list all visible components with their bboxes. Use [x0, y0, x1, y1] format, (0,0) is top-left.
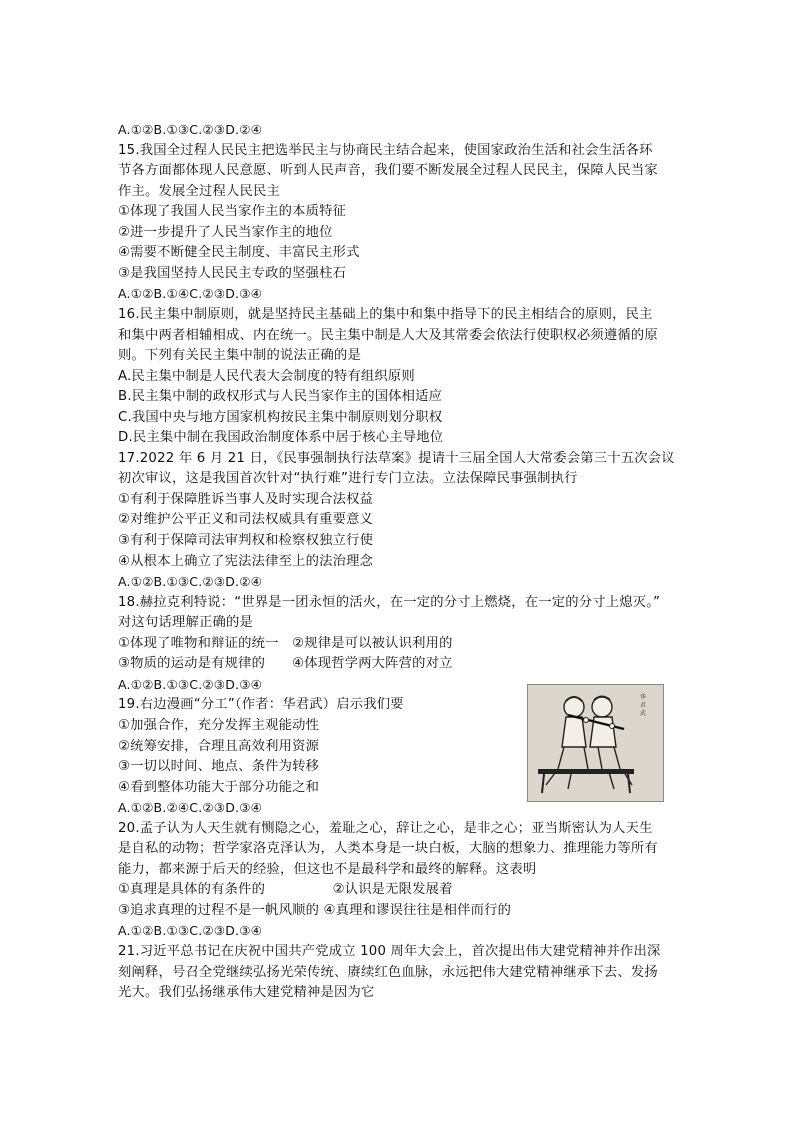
text-line: ①真理是具体的有条件的 ②认识是无限发展着 — [118, 882, 453, 898]
text-line: 作主。发展全过程人民民主 — [118, 183, 280, 199]
text-line: ③有利于保障司法审判权和检察权独立行使 — [118, 533, 374, 548]
text-line: ④看到整体功能大于部分功能之和 — [118, 779, 320, 795]
text-line: 16.民主集中制原则，就是坚持民主基础上的集中和集中指导下的民主相结合的原则，民主 — [118, 306, 653, 322]
text-line: ④从根本上确立了宪法法律至上的法治理念 — [118, 553, 374, 569]
text-line: 21.习近平总书记在庆祝中国共产党成立 100 周年大会上，首次提出伟大建党精神并作出深 — [118, 944, 661, 959]
text-line: D.民主集中制在我国政治制度体系中居于核心主导地位 — [118, 430, 444, 446]
svg-text:华: 华 — [640, 694, 647, 701]
text-line: 15.我国全过程人民民主把选举民主与协商民主结合起来，使国家政治生活和社会生活各环 — [118, 142, 653, 158]
text-line: A.①②B.②④C.②③D.③④ — [118, 800, 263, 816]
text-line: 19.右边漫画“分工”（作者：华君武）启示我们要 — [118, 697, 404, 713]
text-line: ①体现了唯物和辩证的统一 ②规律是可以被认识利用的 — [118, 635, 453, 651]
cartoon-fengong — [527, 684, 664, 802]
svg-text:君: 君 — [640, 702, 647, 709]
text-line: 能力，都来源于后天的经验，但这也不是最科学和最终的解释。这表明 — [118, 861, 537, 877]
text-line: 17.2022 年 6 月 21 日，《民事强制执行法草案》提请十三届全国人大常委会第三十五次会议 — [118, 450, 675, 466]
text-line: A.①②B.①③C.②③D.②④ — [118, 122, 263, 137]
text-line: A.①②B.①③C.②③D.②④ — [118, 574, 263, 590]
text-line: 和集中两者相辅相成、内在统一。民主集中制是人大及其常委会依法行使职权必须遵循的原 — [118, 327, 658, 343]
text-line: 则。下列有关民主集中制的说法正确的是 — [118, 348, 361, 364]
text-line: A.①②B.①④C.②③D.③④ — [118, 286, 263, 302]
text-line: ③物质的运动是有规律的 ④体现哲学两大阵营的对立 — [118, 656, 453, 672]
text-line: 节各方面都体现人民意愿、听到人民声音，我们要不断发展全过程人民民主，保障人民当家 — [118, 163, 658, 179]
text-line: ①加强合作，充分发挥主观能动性 — [118, 717, 320, 733]
text-line: ②统筹安排，合理且高效利用资源 — [118, 738, 320, 754]
cartoon-drawing-icon — [528, 685, 663, 801]
text-line: ④需要不断健全民主制度、丰富民主形式 — [118, 245, 360, 261]
text-line: ③是我国坚持人民民主专政的坚强柱石 — [118, 265, 347, 281]
svg-text:武: 武 — [640, 710, 647, 717]
text-line: ③一切以时间、地点、条件为转移 — [118, 759, 320, 775]
text-line: 是自私的动物；哲学家洛克泽认为，人类本身是一块白板，大脑的想象力、推理能力等所有 — [118, 841, 658, 857]
text-line: 20.孟子认为人天生就有恻隐之心，羞耻之心，辞让之心，是非之心；亚当斯密认为人天生 — [118, 820, 653, 836]
text-line: ②对维护公平正义和司法权威具有重要意义 — [118, 512, 374, 528]
text-line: ①体现了我国人民当家作主的本质特征 — [118, 204, 347, 220]
text-line: ②进一步提升了人民当家作主的地位 — [118, 224, 333, 240]
text-line: 初次审议，这是我国首次针对“执行难”进行专门立法。立法保障民事强制执行 — [118, 471, 578, 487]
text-line: 刻阐释，号召全党继续弘扬光荣传统、赓续红色血脉，永远把伟大建党精神继承下去、发扬 — [118, 964, 658, 980]
text-line: A.①②B.①③C.②③D.③④ — [118, 923, 263, 939]
text-line: ③追求真理的过程不是一帆风顺的 ④真理和谬误往往是相伴而行的 — [118, 902, 512, 918]
text-line: 18.赫拉克利特说：“世界是一团永恒的活火，在一定的分寸上燃烧，在一定的分寸上熄灭。” — [118, 594, 661, 610]
text-line: B.民主集中制的政权形式与人民当家作主的国体相适应 — [118, 389, 443, 405]
text-line: 光大。我们弘扬继承伟大建党精神是因为它 — [118, 985, 375, 1001]
text-line: ①有利于保障胜诉当事人及时实现合法权益 — [118, 491, 374, 507]
text-line: A.①②B.①③C.②③D.③④ — [118, 676, 263, 692]
text-line: A.民主集中制是人民代表大会制度的特有组织原则 — [118, 368, 415, 384]
text-line: 对这句话理解正确的是 — [118, 615, 253, 631]
text-line: C.我国中央与地方国家机构按民主集中制原则划分职权 — [118, 409, 443, 425]
